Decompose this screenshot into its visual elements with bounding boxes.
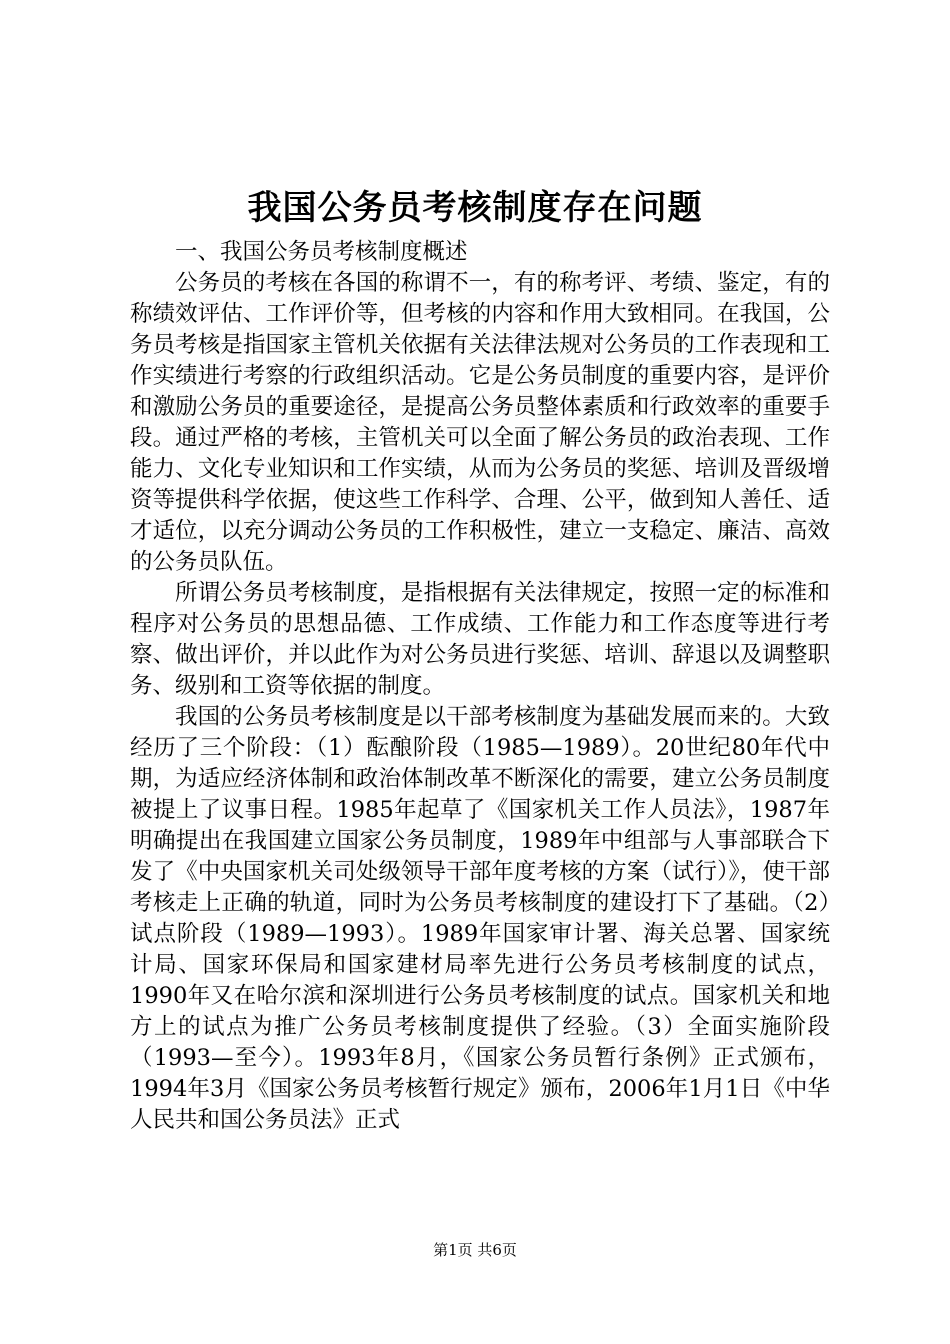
page-footer [0, 1240, 950, 1260]
paragraph: 所谓公务员考核制度，是指根据有关法律规定，按照一定的标准和程序对公务员的思想品德、工作成绩、工作能力和工作态度等进行考察、做出评价，并以此作为对公务员进行奖惩、培训、辞退以及调整职务、级别和工资等依据的制度。 [130, 580, 830, 699]
paragraph: 公务员的考核在各国的称谓不一，有的称考评、考绩、鉴定，有的称绩效评估、工作评价等，但考核的内容和作用大致相同。在我国，公务员考核是指国家主管机关依据有关法律法规对公务员的工作表现和工作实绩进行考察的行政组织活动。它是公务员制度的重要内容，是评价和激励公务员的重要途径，是提高公务员整体素质和行政效率的重要手段。通过严格的考核，主管机关可以全面了解公务员的政治表现、工作能力、文化专业知识和工作实绩，从而为公务员的奖惩、培训及晋级增资等提供科学依据，使这些工作科学、合理、公平，做到知人善任、适才适位，以充分调动公务员的工作积极性，建立一支稳定、廉洁、高效的公务员队伍。 [130, 270, 830, 575]
document-body [130, 237, 830, 1136]
section-heading: 一、我国公务员考核制度概述 [175, 239, 468, 265]
page-number: 第1页 [433, 1241, 473, 1259]
page-total: 共6页 [477, 1241, 517, 1259]
paragraph: 我国的公务员考核制度是以干部考核制度为基础发展而来的。大致经历了三个阶段：（1）酝酿阶段（1985—1989）。20世纪80年代中期，为适应经济体制和政治体制改革不断深化的需要，建立公务员制度被提上了议事日程。1985年起草了《国家机关工作人员法》，1987年明确提出在我国建立国家公务员制度，1989年中组部与人事部联合下发了《中央国家机关司处级领导干部年度考核的方案（试行）》，使干部考核走上正确的轨道，同时为公务员考核制度的建设打下了基础。（2）试点阶段（1989—1993）。1989年国家审计署、海关总署、国家统计局、国家环保局和国家建材局率先进行公务员考核制度的试点，1990年又在哈尔滨和深圳进行公务员考核制度的试点。国家机关和地方上的试点为推广公务员考核制度提供了经验。（3）全面实施阶段（1993—至今）。1993年8月，《国家公务员暂行条例》正式颁布，1994年3月《国家公务员考核暂行规定》颁布，2006年1月1日《中华人民共和国公务员法》正式 [130, 704, 830, 1133]
document-title: 我国公务员考核制度存在问题 [247, 188, 703, 228]
